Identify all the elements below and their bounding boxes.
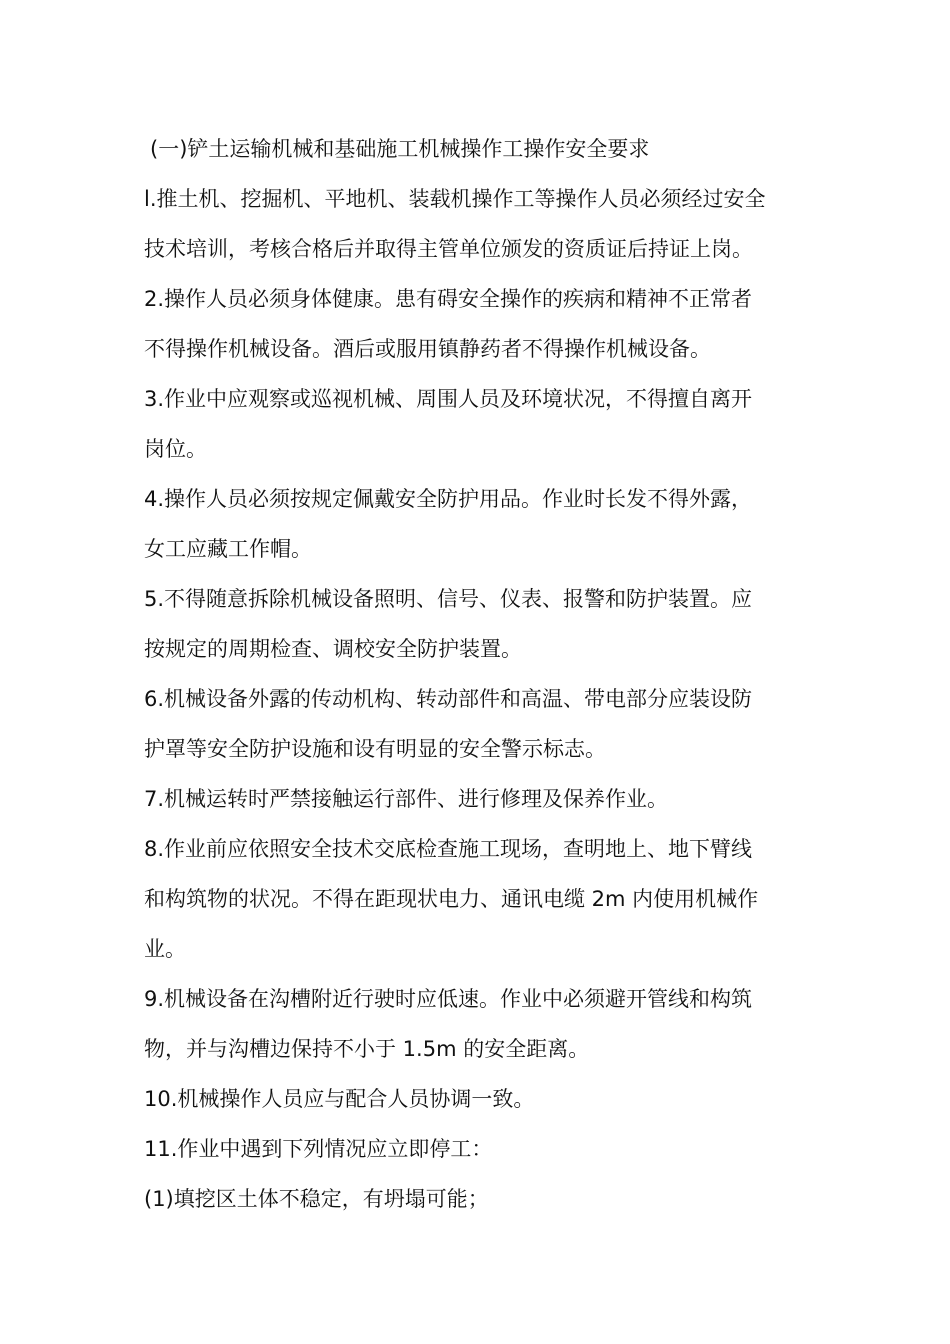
text-line-20: 11.作业中遇到下列情况应立即停工：: [144, 1137, 493, 1161]
text-line-6: 岗位。: [144, 437, 207, 461]
text-line-12: 护罩等安全防护设施和设有明显的安全警示标志。: [144, 737, 606, 761]
text-line-9: 5.不得随意拆除机械设备照明、信号、仪表、报警和防护装置。应: [144, 587, 753, 611]
text-line-5: 3.作业中应观察或巡视机械、周围人员及环境状况，不得擅自离开: [144, 387, 753, 411]
text-line-13: 7.机械运转时严禁接触运行部件、进行修理及保养作业。: [144, 787, 669, 811]
text-line-4: 不得操作机械设备。酒后或服用镇静药者不得操作机械设备。: [144, 337, 711, 361]
text-line-21: (1)填挖区土体不稳定，有坍塌可能；: [144, 1187, 489, 1211]
text-line-18: 物，并与沟槽边保持不小于 1.5m 的安全距离。: [144, 1037, 590, 1061]
document-body: [144, 124, 810, 1224]
text-line-17: 9.机械设备在沟槽附近行驶时应低速。作业中必须避开管线和构筑: [144, 987, 753, 1011]
text-line-1: l.推土机、挖掘机、平地机、装载机操作工等操作人员必须经过安全: [144, 187, 766, 211]
text-line-8: 女工应藏工作帽。: [144, 537, 312, 561]
text-line-16: 业。: [144, 937, 186, 961]
text-line-7: 4.操作人员必须按规定佩戴安全防护用品。作业时长发不得外露，: [144, 487, 753, 511]
text-line-14: 8.作业前应依照安全技术交底检查施工现场，查明地上、地下臂线: [144, 837, 753, 861]
text-line-19: 10.机械操作人员应与配合人员协调一致。: [144, 1087, 535, 1111]
section-heading: (一)铲土运输机械和基础施工机械操作工操作安全要求: [150, 137, 650, 161]
text-line-10: 按规定的周期检查、调校安全防护装置。: [144, 637, 522, 661]
text-line-11: 6.机械设备外露的传动机构、转动部件和高温、带电部分应装设防: [144, 687, 753, 711]
text-line-2: 技术培训，考核合格后并取得主管单位颁发的资质证后持证上岗。: [144, 237, 753, 261]
text-line-3: 2.操作人员必须身体健康。患有碍安全操作的疾病和精神不正常者: [144, 287, 753, 311]
text-line-15: 和构筑物的状况。不得在距现状电力、通讯电缆 2m 内使用机械作: [144, 887, 759, 911]
